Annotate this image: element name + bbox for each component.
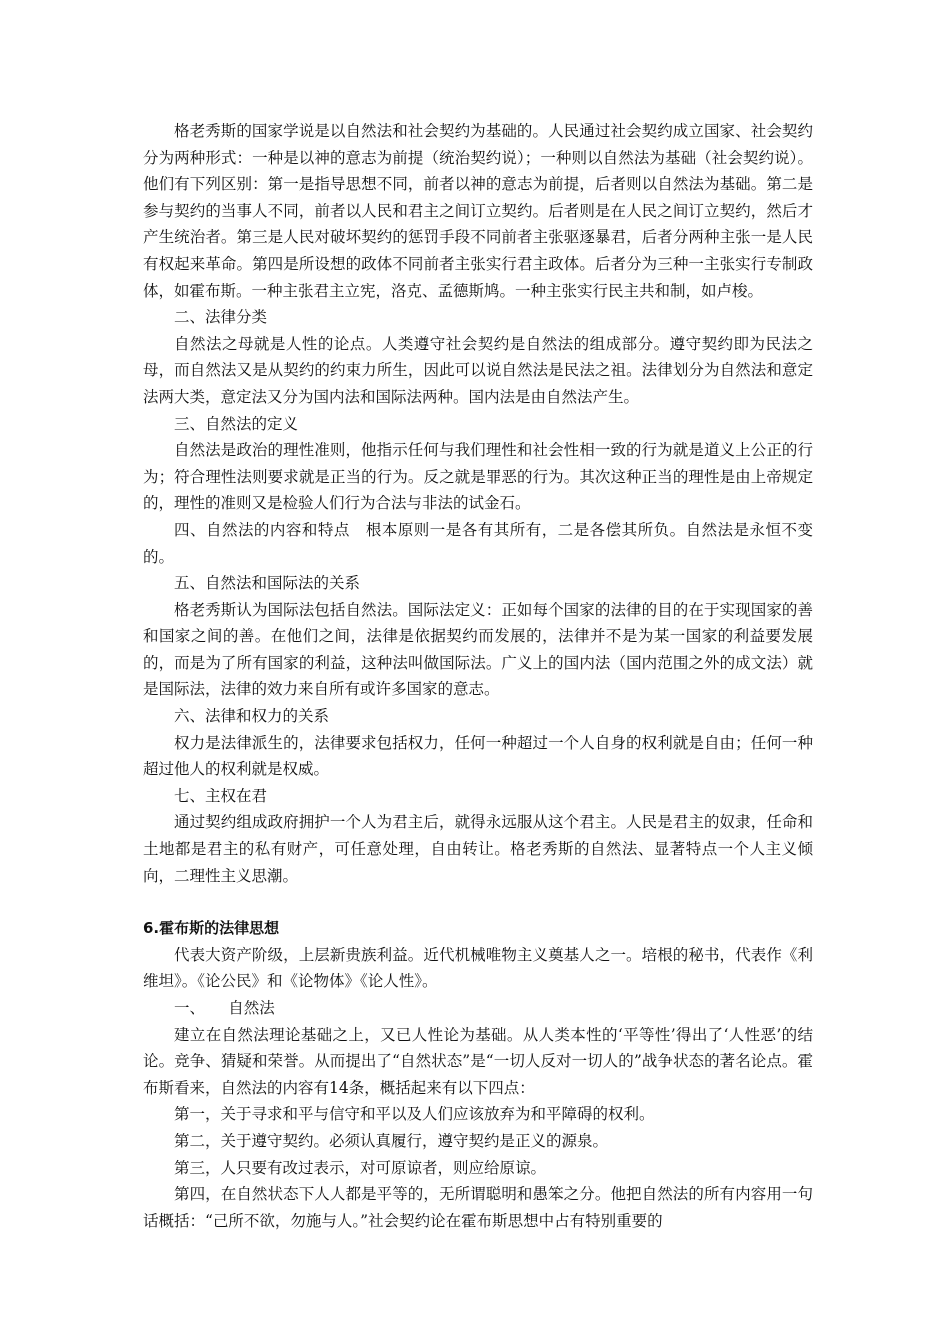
- hobbes-point-4: 第四，在自然状态下人人都是平等的，无所谓聪明和愚笨之分。他把自然法的所有内容用一句话概括：“己所不欲，勿施与人。”社会契约论在霍布斯思想中占有特别重要的: [143, 1185, 813, 1230]
- hobbes-point-3: 第三，人只要有改过表示，对可原谅者，则应给原谅。: [174, 1158, 547, 1177]
- hobbes-section-title: 6.霍布斯的法律思想: [143, 919, 280, 938]
- natural-international-law-heading: 五、自然法和国际法的关系: [174, 574, 361, 593]
- natural-law-definition-heading: 三、自然法的定义: [174, 414, 299, 433]
- hobbes-point-2: 第二，关于遵守契约。必须认真履行，遵守契约是正义的源泉。: [174, 1131, 609, 1150]
- law-power-heading: 六、法律和权力的关系: [174, 707, 330, 726]
- document-body: [143, 118, 813, 1234]
- natural-law-definition-paragraph: 自然法是政治的理性准则，他指示任何与我们理性和社会性相一致的行为就是道义上公正的行为；符合理性法则要求就是正当的行为。反之就是罪恶的行为。其次这种正当的理性是由上帝规定的，理性的准则又是检验人们行为合法与非法的试金石。: [143, 441, 813, 513]
- hobbes-intro-paragraph: 代表大资产阶级，上层新贵族利益。近代机械唯物主义奠基人之一。培根的秘书，代表作《利维坦》。《论公民》和《论物体》《论人性》。: [143, 945, 813, 991]
- sovereignty-heading: 七、主权在君: [174, 786, 268, 805]
- law-classification-heading: 二、法律分类: [174, 308, 268, 327]
- sovereignty-paragraph: 通过契约组成政府拥护一个人为君主后，就得永远服从这个君主。人民是君主的奴隶，任命和土地都是君主的私有财产，可任意处理，自由转让。格老秀斯的自然法、显著特点一个人主义倾向，二理性主义思潮。: [143, 813, 813, 885]
- hobbes-point-1: 第一，关于寻求和平与信守和平以及人们应该放弃为和平障碍的权利。: [174, 1105, 655, 1124]
- law-power-paragraph: 权力是法律派生的，法律要求包括权力，任何一种超过一个人自身的权利就是自由；任何一种超过他人的权利就是权威。: [143, 733, 813, 779]
- grotius-state-theory-paragraph: 格老秀斯的国家学说是以自然法和社会契约为基础的。人民通过社会契约成立国家、社会契约分为两种形式：一种是以神的意志为前提（统治契约说）；一种则以自然法为基础（社会契约说）。他们有下列区别：第一是指导思想不同，前者以神的意志为前提，后者则以自然法为基础。第二是参与契约的当事人不同，前者以人民和君主之间订立契约。后者则是在人民之间订立契约，然后才产生统治者。第三是人民对破坏契约的惩罚手段不同前者主张驱逐暴君，后者分两种主张一是人民有权起来革命。第四是所设想的政体不同前者主张实行君主政体。后者分为三种一主张实行专制政体，如霍布斯。一种主张君主立宪，洛克、孟德斯鸠。一种主张实行民主共和制，如卢梭。: [143, 122, 813, 300]
- natural-international-law-paragraph: 格老秀斯认为国际法包括自然法。国际法定义：正如每个国家的法律的目的在于实现国家的善和国家之间的善。在他们之间，法律是依据契约而发展的，法律并不是为某一国家的利益要发展的，而是为了所有国家的利益，这种法叫做国际法。广义上的国内法（国内范围之外的成文法）就是国际法，法律的效力来自所有或许多国家的意志。: [143, 600, 813, 699]
- natural-law-content-paragraph: 四、自然法的内容和特点 根本原则一是各有其所有，二是各偿其所负。自然法是永恒不变的。: [143, 520, 813, 566]
- hobbes-natural-law-paragraph: 建立在自然法理论基础之上，又已人性论为基础。从人类本性的‘平等性’得出了‘人性恶’的结论。竞争、猜疑和荣誉。从而提出了“自然状态”是“一切人反对一切人的”战争状态的著名论点。霍布斯看来，自然法的内容有14条，概括起来有以下四点：: [143, 1025, 813, 1097]
- law-classification-paragraph: 自然法之母就是人性的论点。人类遵守社会契约是自然法的组成部分。遵守契约即为民法之母，而自然法又是从契约的约束力所生，因此可以说自然法是民法之祖。法律划分为自然法和意定法两大类，意定法又分为国内法和国际法两种。国内法是由自然法产生。: [143, 334, 813, 406]
- hobbes-natural-law-heading: 一、 自然法: [174, 999, 275, 1017]
